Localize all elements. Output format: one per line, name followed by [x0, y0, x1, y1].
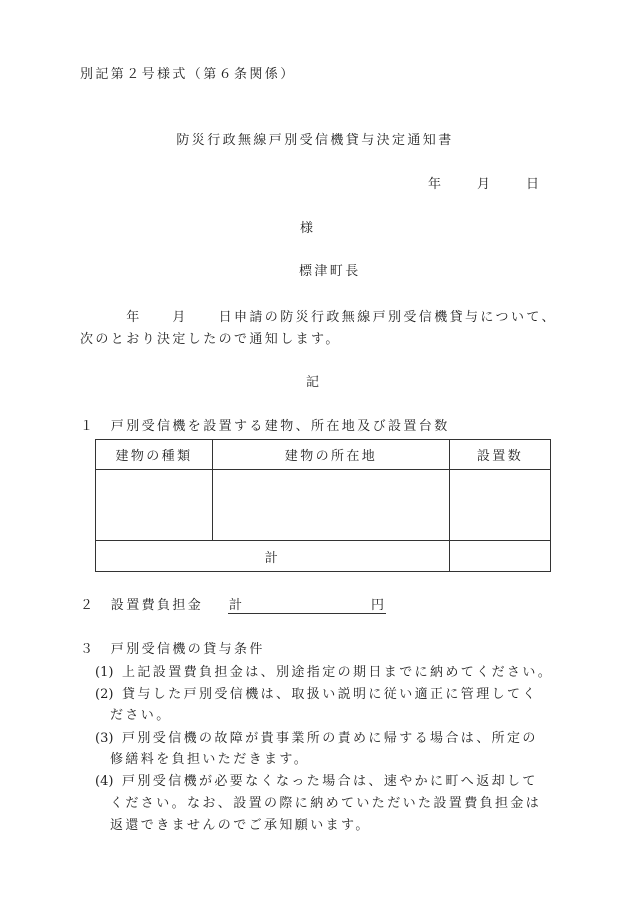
fee-unit: 円 [371, 598, 387, 613]
header-building-location: 建物の所在地 [213, 440, 450, 470]
item-text: ださい。 [110, 708, 172, 723]
item-number: (2) [95, 687, 114, 702]
fee-total-label: 計 [229, 598, 245, 613]
cell-total-count[interactable] [450, 541, 551, 572]
section1-heading: １ 戸別受信機を設置する建物、所在地及び設置台数 [80, 419, 450, 434]
body-line: 次のとおり決定したので通知します。 [80, 332, 341, 347]
date-day: 日 [526, 177, 542, 192]
item-text: 貸与した戸別受信機は、取扱い説明に従い適正に管理してく [122, 687, 538, 702]
item-text: 修繕料を負担いただきます。 [110, 752, 310, 767]
section2-heading: ２ 設置費負担金 [80, 598, 204, 613]
addressee-suffix: 様 [300, 221, 316, 236]
table-total-row [96, 541, 551, 572]
cell-building-location[interactable] [213, 470, 450, 541]
issuer: 標津町長 [299, 264, 361, 279]
item-number: (4) [95, 774, 114, 789]
table-row [96, 470, 551, 541]
item-text: 戸別受信機が必要なくなった場合は、速やかに町へ返却して [122, 774, 538, 789]
section3-heading: ３ 戸別受信機の貸与条件 [80, 642, 265, 657]
cell-install-count[interactable] [450, 470, 551, 541]
item-text: ください。なお、設置の際に納めていただいた設置費負担金は [110, 796, 542, 811]
installation-table [95, 439, 551, 572]
date-month: 月 [477, 177, 493, 192]
total-label: 計 [96, 541, 450, 572]
form-label: 別記第２号様式（第６条関係） [80, 67, 296, 82]
cell-building-type[interactable] [96, 470, 213, 541]
item-text: 上記設置費負担金は、別途指定の期日までに納めてください。 [122, 665, 554, 680]
item-number: (3) [95, 731, 114, 746]
item-text: 戸別受信機の故障が貴事業所の責めに帰する場合は、所定の [122, 731, 538, 746]
header-install-count: 設置数 [450, 440, 551, 470]
date-year: 年 [428, 177, 444, 192]
table-header-row [96, 440, 551, 470]
document-title: 防災行政無線戸別受信機貸与決定通知書 [176, 133, 454, 148]
body-line: 年 月 日申請の防災行政無線戸別受信機貸与について、 [80, 310, 557, 325]
fee-amount-underline [228, 613, 386, 614]
header-building-type: 建物の種類 [96, 440, 213, 470]
item-number: (1) [95, 665, 114, 680]
item-text: 返還できませんのでご承知願います。 [110, 818, 371, 833]
ki-marker: 記 [306, 375, 322, 390]
